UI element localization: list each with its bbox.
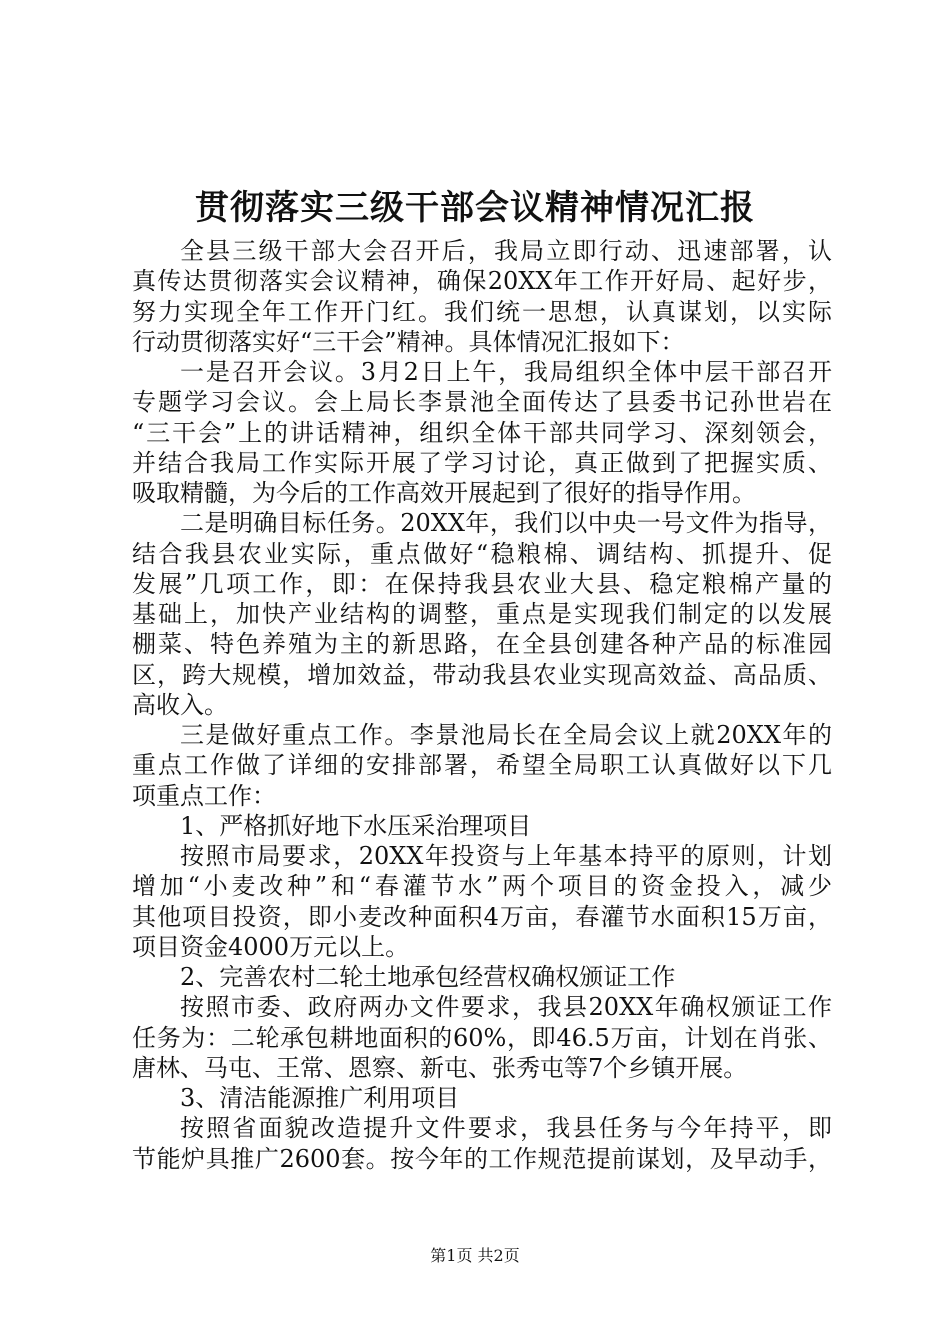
document-body [132, 236, 832, 1174]
text-line: 真传达贯彻落实会议精神，确保20XX年工作开好局、起好步， [132, 267, 832, 296]
text-line: 增加“小麦改种”和“春灌节水”两个项目的资金投入，减少 [132, 872, 832, 901]
text-line: 结合我县农业实际，重点做好“稳粮棉、调结构、抓提升、促 [132, 539, 832, 568]
text-line: 并结合我局工作实际开展了学习讨论，真正做到了把握实质、 [132, 448, 832, 477]
text-line: 任务为：二轮承包耕地面积的60%，即46.5万亩，计划在肖张、 [132, 1023, 832, 1052]
text-line: 基础上，加快产业结构的调整，重点是实现我们制定的以发展 [132, 600, 832, 628]
text-line: 努力实现全年工作开门红。我们统一思想，认真谋划，以实际 [132, 297, 832, 326]
page-indicator: 第1页 共2页 [430, 1246, 520, 1265]
text-line: 按照市局要求，20XX年投资与上年基本持平的原则，计划 [180, 842, 832, 870]
text-line: 区，跨大规模，增加效益，带动我县农业实现高效益、高品质、 [132, 660, 832, 689]
text-line: 项目资金4000万元以上。 [132, 932, 410, 961]
text-line: 高收入。 [132, 690, 228, 719]
text-line: 其他项目投资，即小麦改种面积4万亩，春灌节水面积15万亩， [132, 902, 832, 931]
text-line: 棚菜、特色养殖为主的新思路，在全县创建各种产品的标准园 [132, 630, 832, 659]
text-line: 1、严格抓好地下水压采治理项目 [180, 811, 532, 840]
text-line: 发展”几项工作，即：在保持我县农业大县、稳定粮棉产量的 [132, 569, 832, 598]
text-line: 二是明确目标任务。20XX年，我们以中央一号文件为指导， [180, 509, 832, 538]
text-line: 重点工作做了详细的安排部署，希望全局职工认真做好以下几 [132, 751, 832, 780]
text-line: 行动贯彻落实好“三干会”精神。具体情况汇报如下： [132, 327, 685, 356]
text-line: “三干会”上的讲话精神，组织全体干部共同学习、深刻领会， [132, 418, 832, 447]
text-line: 按照省面貌改造提升文件要求，我县任务与今年持平，即 [180, 1114, 832, 1143]
text-line: 项重点工作： [132, 781, 276, 810]
text-line: 节能炉具推广2600套。按今年的工作规范提前谋划，及早动手， [132, 1144, 832, 1173]
text-line: 按照市委、政府两办文件要求，我县20XX年确权颁证工作 [180, 993, 832, 1022]
text-line: 全县三级干部大会召开后，我局立即行动、迅速部署，认 [180, 237, 832, 265]
text-line: 专题学习会议。会上局长李景池全面传达了县委书记孙世岩在 [132, 388, 832, 417]
text-line: 一是召开会议。3月2日上午，我局组织全体中层干部召开 [180, 358, 832, 386]
text-line: 唐林、马屯、王常、恩察、新屯、张秀屯等7个乡镇开展。 [132, 1053, 748, 1082]
text-line: 2、完善农村二轮土地承包经营权确权颁证工作 [180, 963, 676, 991]
text-line: 三是做好重点工作。李景池局长在全局会议上就20XX年的 [180, 721, 832, 749]
text-line: 3、清洁能源推广利用项目 [180, 1084, 460, 1112]
document-title: 贯彻落实三级干部会议精神情况汇报 [195, 188, 755, 228]
text-line: 吸取精髓，为今后的工作高效开展起到了很好的指导作用。 [132, 479, 756, 507]
